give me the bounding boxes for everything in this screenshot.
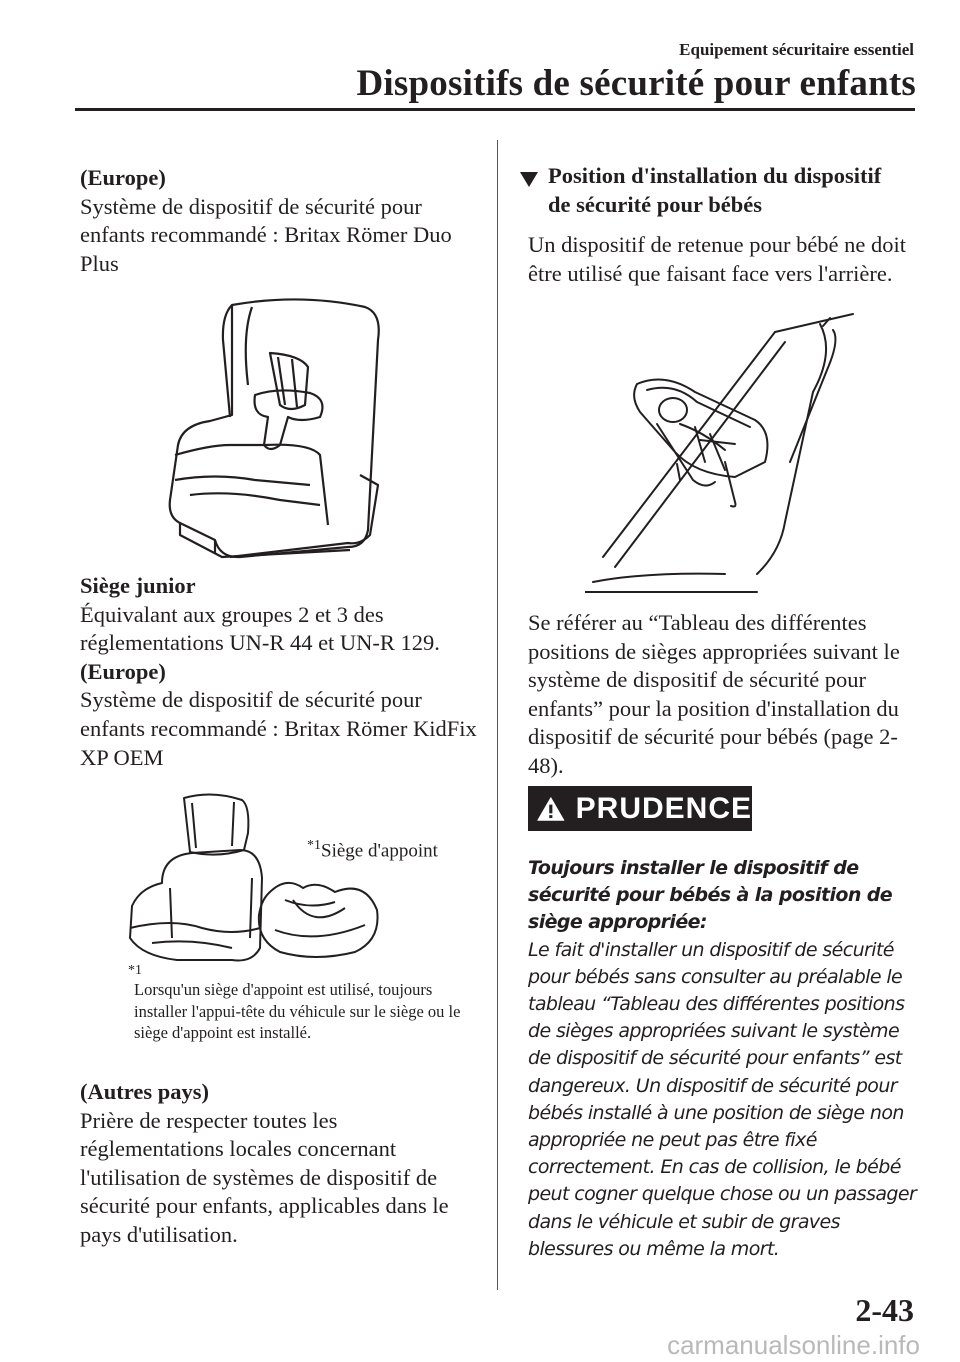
europe-heading-1: (Europe): [80, 165, 166, 190]
warning-triangle-icon: [536, 794, 566, 824]
other-countries-text: Prière de respecter toutes les réglementations locales concernant l'utilisation de systèmes de dispositif de sécurité pour enfants, applicables dans le pays d'utilisation.: [80, 1107, 449, 1247]
column-divider: [497, 140, 498, 1290]
reference-text: Se référer au “Tableau des différentes positions de sièges appropriées suivant le système de dispositif de sécurité pour enfants” pour la position d'installation du dispositif de sécurité pour bébés (page 2-48).: [528, 610, 900, 778]
booster-seat-illustration: [255, 870, 385, 965]
caution-banner: [528, 786, 752, 831]
caution-text: Le fait d'installer un dispositif de sécurité pour bébés sans consulter au préalable le tableau “Tableau des différentes positions de sièges appropriées suivant le système de dispositif de sécurité pour enfants” est dangereux. Un dispositif de sécurité pour bébés installé à une position de siège non appropriée ne peut pas être fixé correctement. En cas de collision, le bébé peut cogner quelque chose ou un passager dans le véhicule et subir de graves blessures ou même la mort.: [528, 938, 917, 1260]
asterisk-marker: *1: [307, 838, 321, 853]
page-number: 2-43: [855, 1292, 914, 1328]
footnote-marker: *1: [128, 963, 142, 978]
europe-text-2: Système de dispositif de sécurité pour enfants recommandé : Britax Römer KidFix XP OEM: [80, 687, 477, 770]
triangle-down-icon: [520, 162, 548, 219]
left-column-top: [80, 164, 480, 278]
fig-booster-label: [307, 838, 438, 862]
caution-lead: Toujours installer le dispositif de sécurité pour bébés à la position de siège appropriée:: [528, 857, 893, 934]
left-column-middle: [80, 572, 480, 772]
europe-text-1: Système de dispositif de sécurité pour enfants recommandé : Britax Römer Duo Plus: [80, 193, 452, 276]
left-column-bottom: [80, 1078, 480, 1250]
page-title: Dispositifs de sécurité pour enfants: [356, 63, 916, 104]
header-section-label: Equipement sécuritaire essentiel: [679, 40, 914, 59]
intro-paragraph: [528, 231, 913, 288]
section-title: Position d'installation du dispositif de sécurité pour bébés: [548, 163, 882, 217]
caution-label: PRUDENCE: [575, 791, 752, 825]
header-rule: [75, 108, 915, 111]
other-countries-heading: (Autres pays): [80, 1079, 209, 1104]
child-seat-illustration: [160, 295, 385, 565]
reference-paragraph: [528, 609, 913, 781]
junior-text: Équivalant aux groupes 2 et 3 des réglementations UN-R 44 et UN-R 129.: [80, 601, 440, 656]
caution-body: [528, 855, 918, 1263]
watermark: carmanualsonline.info: [667, 1330, 920, 1360]
intro-text: Un dispositif de retenue pour bébé ne doit être utilisé que faisant face vers l'arrière.: [528, 232, 907, 286]
infant-seat-illustration: [585, 312, 860, 594]
section-heading: [520, 162, 905, 219]
booster-label: Siège d'appoint: [321, 840, 438, 862]
europe-heading-2: (Europe): [80, 658, 166, 684]
footnote: [128, 963, 473, 1044]
junior-heading: Siège junior: [80, 573, 196, 598]
footnote-text: Lorsqu'un siège d'appoint est utilisé, toujours installer l'appui-tête du véhicule sur le siège ou le siège d'appoint est installé.: [134, 980, 461, 1043]
